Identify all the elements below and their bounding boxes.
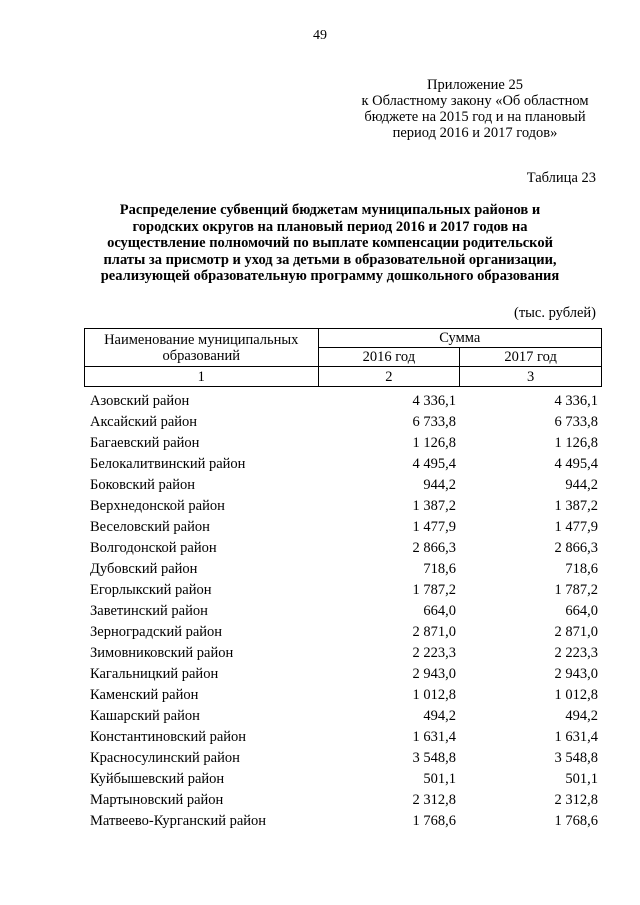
row-name: Мартыновский район [90,792,224,808]
row-value-2016: 1 768,6 [412,813,456,829]
row-value-2017: 1 787,2 [554,582,598,598]
table-row [84,811,602,832]
table-row [84,601,602,622]
table-row [84,748,602,769]
table-row [84,643,602,664]
row-name: Кагальницкий район [90,666,219,682]
row-value-2017: 6 733,8 [554,414,598,430]
row-value-2017: 2 223,3 [554,645,598,661]
row-value-2017: 1 768,6 [554,813,598,829]
row-value-2017: 2 871,0 [554,624,598,640]
row-name: Дубовский район [90,561,198,577]
row-name: Егорлыкский район [90,582,212,598]
row-name: Куйбышевский район [90,771,225,787]
row-name: Верхнедонской район [90,498,225,514]
row-name: Аксайский район [90,414,198,430]
row-value-2016: 1 631,4 [412,729,456,745]
row-value-2017: 4 495,4 [554,456,598,472]
row-value-2017: 2 943,0 [554,666,598,682]
row-name: Веселовский район [90,519,210,535]
table-row [84,580,602,601]
row-value-2017: 494,2 [565,708,598,724]
header-name-line: Наименование муниципальных [104,331,299,348]
header-year-2017: 2017 год [460,348,602,367]
header-num-2: 2 [318,367,460,387]
units-label: (тыс. рублей) [514,305,596,321]
row-value-2017: 4 336,1 [554,393,598,409]
appendix-line: период 2016 и 2017 годов» [392,125,558,141]
row-value-2017: 1 012,8 [554,687,598,703]
header-num-3: 3 [460,367,602,387]
title-line: Распределение субвенций бюджетам муниципальных районов и [119,202,541,218]
row-name: Белокалитвинский район [90,456,246,472]
table-row [84,391,602,412]
row-value-2017: 664,0 [565,603,598,619]
row-value-2016: 2 866,3 [412,540,456,556]
table-row [84,454,602,475]
row-value-2016: 944,2 [423,477,456,493]
row-name: Красносулинский район [90,750,240,766]
row-value-2016: 501,1 [423,771,456,787]
row-value-2016: 6 733,8 [412,414,456,430]
appendix-line: бюджете на 2015 год и на плановый [364,109,586,125]
table-row [84,475,602,496]
table-row [84,706,602,727]
row-name: Каменский район [90,687,199,703]
page-number: 49 [313,28,327,43]
row-name: Заветинский район [90,603,208,619]
row-value-2016: 4 336,1 [412,393,456,409]
title-line: платы за присмотр и уход за детьми в образовательной организации, [103,251,557,268]
row-value-2017: 1 126,8 [554,435,598,451]
header-name-column [85,329,319,367]
table-row [84,559,602,580]
table-header [84,328,602,387]
row-value-2017: 1 631,4 [554,729,598,745]
appendix-note [340,77,610,141]
row-value-2016: 718,6 [423,561,456,577]
row-value-2016: 2 312,8 [412,792,456,808]
row-value-2017: 718,6 [565,561,598,577]
table-row [84,727,602,748]
row-name: Зимовниковский район [90,645,234,661]
row-value-2016: 664,0 [423,603,456,619]
table-row [84,790,602,811]
appendix-line: Приложение 25 [427,77,523,93]
row-value-2017: 3 548,8 [554,750,598,766]
row-value-2017: 501,1 [565,771,598,787]
table-row [84,685,602,706]
row-value-2016: 2 871,0 [412,624,456,640]
row-value-2017: 1 477,9 [554,519,598,535]
row-name: Матвеево-Курганский район [90,813,267,829]
table-row [84,433,602,454]
row-value-2016: 1 126,8 [412,435,456,451]
row-value-2016: 3 548,8 [412,750,456,766]
title-line: городских округов на плановый период 2016 и 2017 годов на [132,218,528,235]
table-row [84,769,602,790]
table-row [84,517,602,538]
row-value-2016: 1 477,9 [412,519,456,535]
header-num-1: 1 [85,367,319,387]
row-value-2016: 494,2 [423,708,456,724]
row-name: Кашарский район [90,708,200,724]
appendix-line: к Областному закону «Об областном [361,93,589,109]
row-name: Волгодонской район [90,540,217,556]
row-name: Константиновский район [90,729,247,745]
table-label: Таблица 23 [526,170,596,186]
row-name: Зерноградский район [90,624,223,640]
header-sum: Сумма [318,329,602,348]
row-value-2016: 4 495,4 [412,456,456,472]
row-value-2016: 2 223,3 [412,645,456,661]
header-year-2016: 2016 год [318,348,460,367]
row-value-2017: 944,2 [565,477,598,493]
document-title [80,202,580,285]
row-value-2017: 2 866,3 [554,540,598,556]
table-row [84,496,602,517]
header-name-line: образований [162,347,241,364]
row-value-2016: 1 012,8 [412,687,456,703]
table-row [84,412,602,433]
row-value-2017: 1 387,2 [554,498,598,514]
table-row [84,664,602,685]
row-name: Боковский район [90,477,195,493]
title-line: реализующей образовательную программу дошкольного образования [100,268,560,284]
row-value-2016: 1 787,2 [412,582,456,598]
row-name: Багаевский район [90,435,200,451]
row-name: Азовский район [90,393,190,409]
row-value-2016: 2 943,0 [412,666,456,682]
row-value-2016: 1 387,2 [412,498,456,514]
table-row [84,622,602,643]
title-line: осуществление полномочий по выплате компенсации родительской [107,235,553,251]
table-row [84,538,602,559]
table-body [84,391,602,832]
row-value-2017: 2 312,8 [554,792,598,808]
